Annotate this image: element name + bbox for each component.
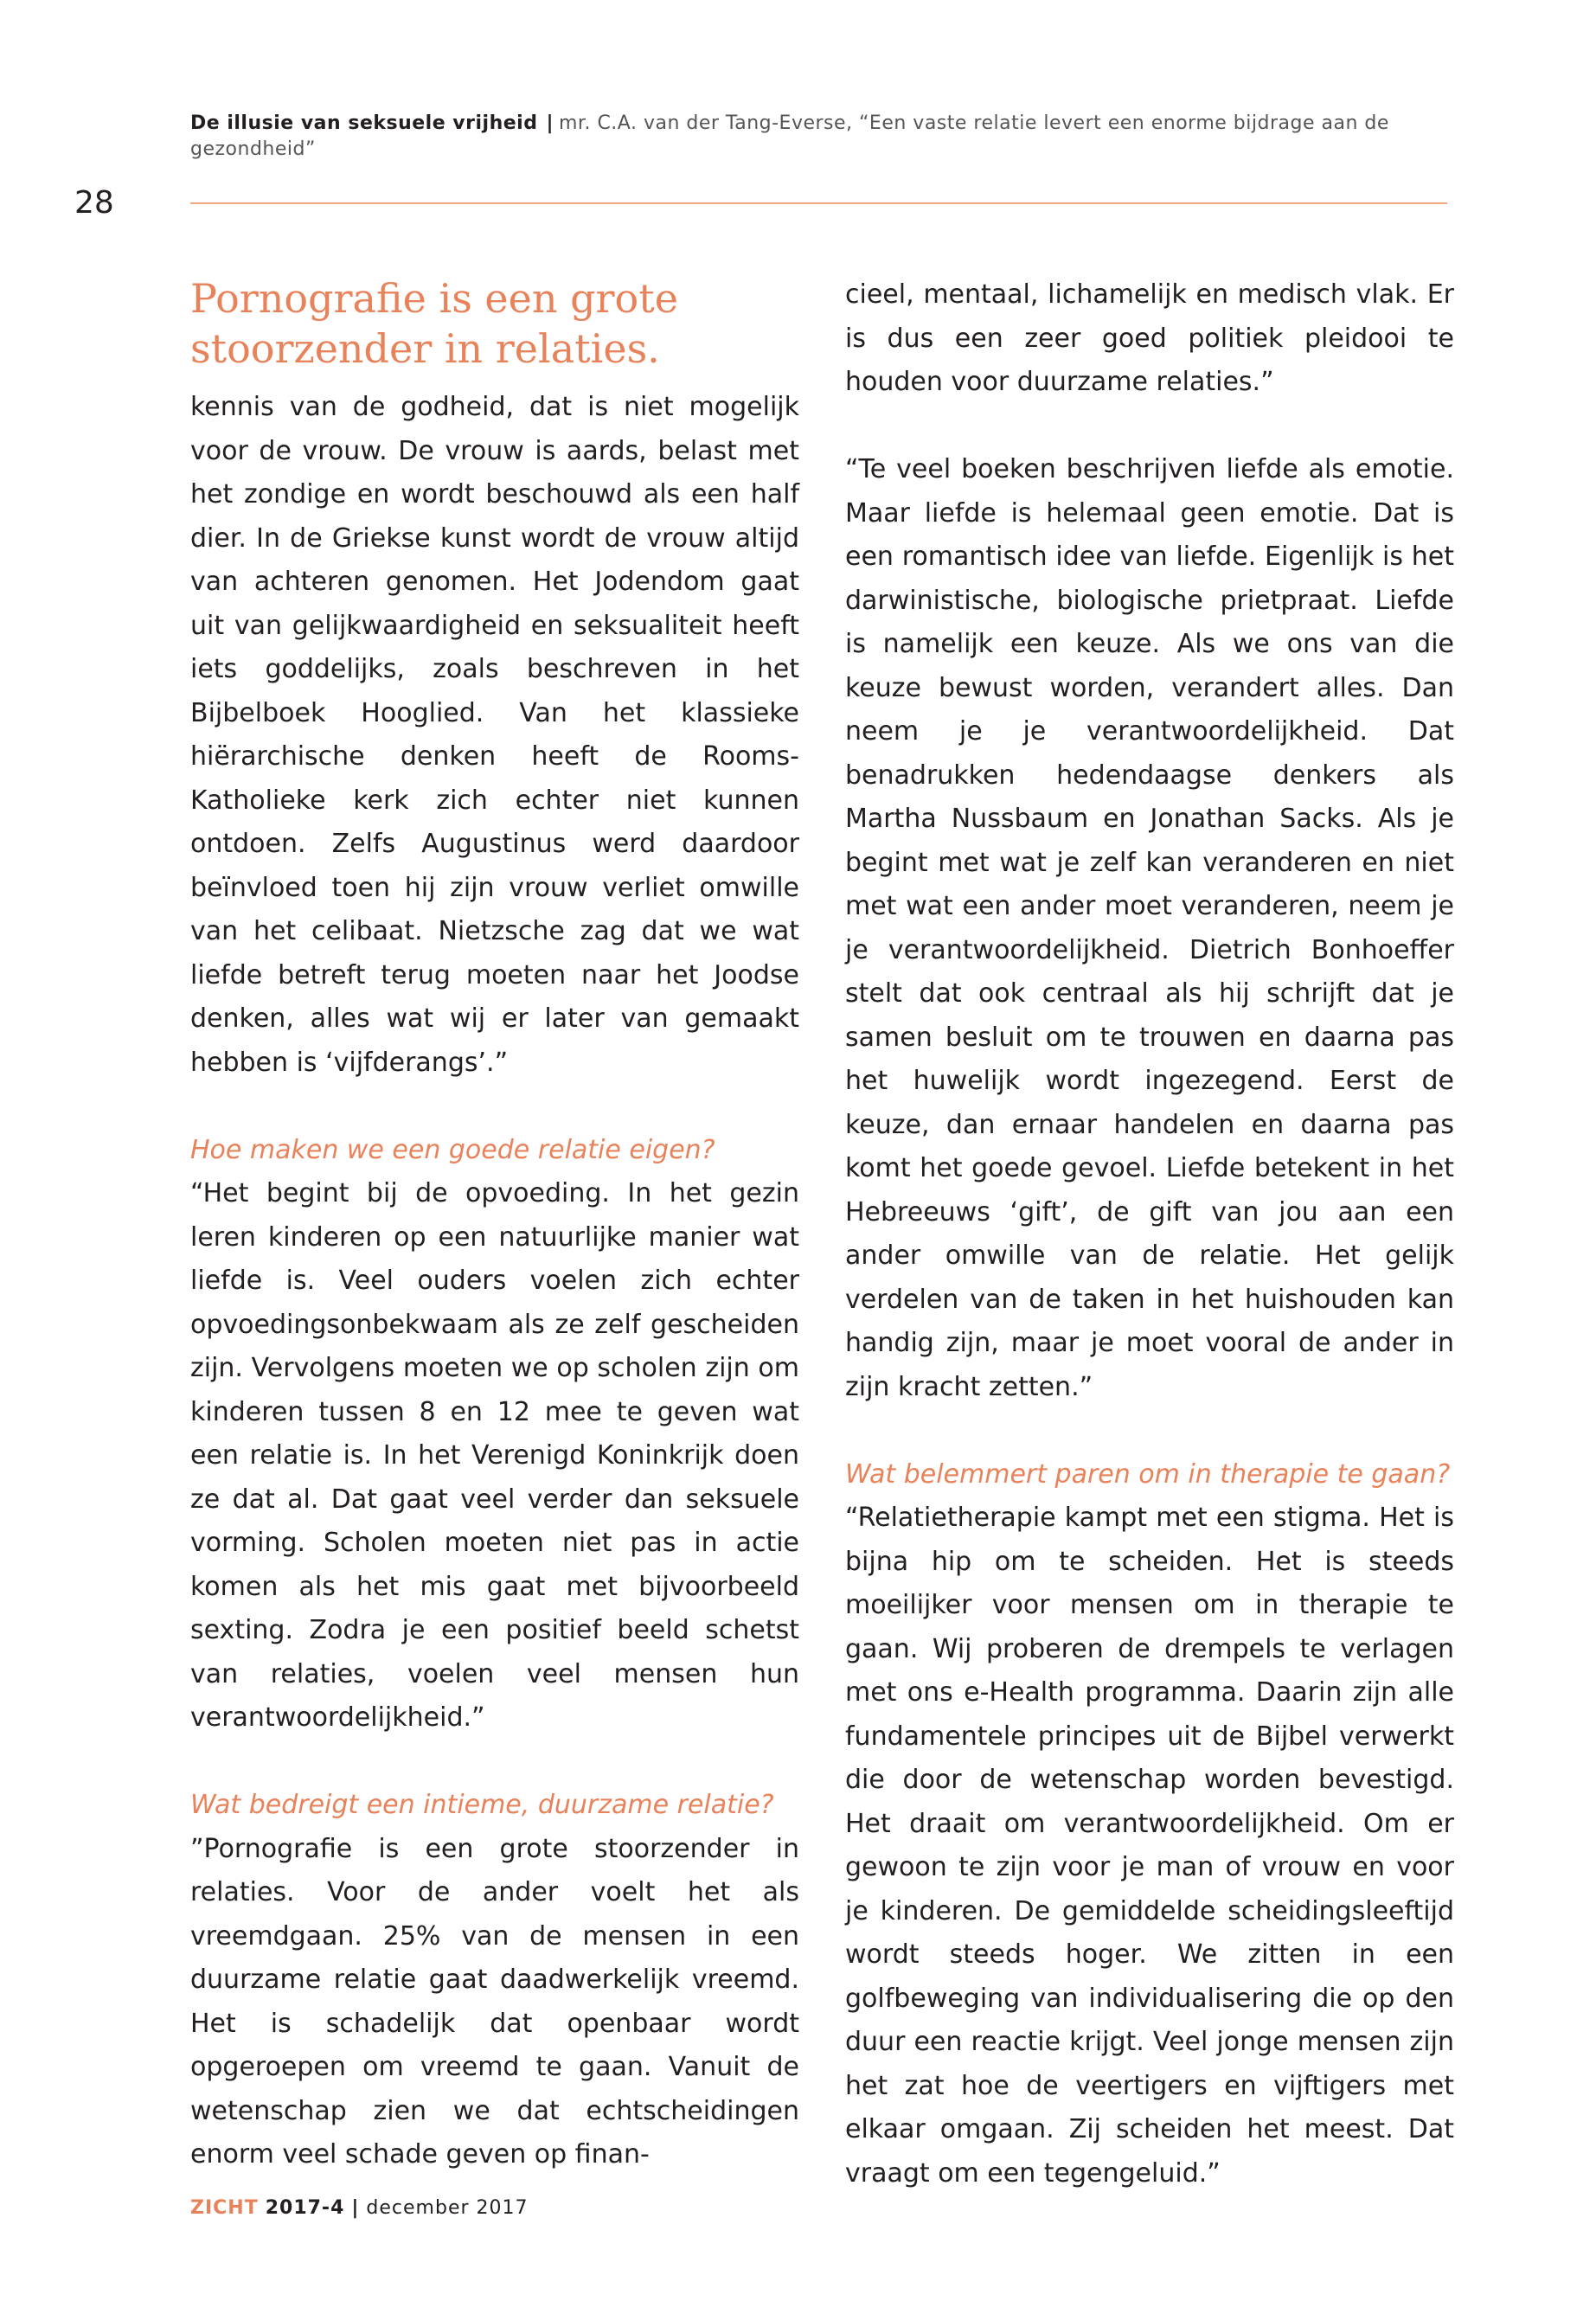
- article-description: mr. C.A. van der Tang-Everse, “Een vaste relatie levert een enorme bijdrage aan de gezondheid”: [190, 112, 1389, 160]
- running-header: [190, 111, 1453, 163]
- issue-date: december 2017: [366, 2197, 529, 2219]
- paragraph: “Relatietherapie kampt met een stigma. Het is bijna hip om te scheiden. Het is steeds moeilijker voor mensen om in therapie te gaan. Wij proberen de drempels te verlagen met ons e-Health programma. Daarin zijn alle fundamentele principes uit de Bijbel verwerkt die door de wetenschap worden bevestigd. Het draait om verantwoordelijkheid. Om er gewoon te zijn voor je man of vrouw en voor je kinderen. De gemiddelde scheidingsleeftijd wordt steeds hoger. We zitten in een golfbeweging van individualisering die op den duur een reactie krijgt. Veel jonge mensen zijn het zat hoe de veertigers en vijftigers met elkaar omgaan. Zij scheiden het meest. Dat vraagt om een tegengeluid.”: [845, 1503, 1454, 2189]
- issue-number: 2017-4: [265, 2197, 345, 2219]
- header-rule: [190, 202, 1447, 204]
- left-column: [190, 273, 799, 2177]
- interview-question: Wat bedreigt een intieme, duurzame relatie?: [190, 1790, 774, 1820]
- paragraph: ”Pornografie is een grote stoorzender in relaties. Voor de ander voelt het als vreemdgaan. 25% van de mensen in een duurzame relatie gaat daadwerkelijk vreemd. Het is schadelijk dat openbaar wordt opgeroepen om vreemd te gaan. Vanuit de wetenschap zien we dat echtscheidingen enorm veel schade geven op finan-: [190, 1833, 799, 2170]
- paragraph: “Het begint bij de opvoeding. In het gezin leren kinderen op een natuurlijke manier wat liefde is. Veel ouders voelen zich echter opvoedingsonbekwaam als ze zelf gescheiden zijn. Vervolgens moeten we op scholen zijn om kinderen tussen 8 en 12 mee te geven wat een relatie is. In het Verenigd Koninkrijk doen ze dat al. Dat gaat veel verder dan seksuele vorming. Scholen moeten niet pas in actie komen als het mis gaat met bijvoorbeeld sexting. Zodra je een positief beeld schetst van relaties, voelen veel mensen hun verantwoordelijkheid.”: [190, 1178, 799, 1733]
- page-number: 28: [74, 185, 114, 221]
- interview-question: Wat belemmert paren om in therapie te gaan?: [845, 1458, 1451, 1490]
- paragraph: kennis van de godheid, dat is niet mogelijk voor de vrouw. De vrouw is aards, belast met het zondige en wordt beschouwd als een half dier. In de Griekse kunst wordt de vrouw altijd van achteren genomen. Het Jodendom gaat uit van gelijkwaardigheid en seksualiteit heeft iets goddelijks, zoals beschreven in het Bijbelboek Hooglied. Van het klassieke hiërarchische denken heeft de Rooms-Katholieke kerk zich echter niet kunnen ontdoen. Zelfs Augustinus werd daardoor beïnvloed toen hij zijn vrouw verliet omwille van het celibaat. Nietzsche zag dat we wat liefde betreft terug moeten naar het Joodse denken, alles wat wij er later van gemaakt hebben is ‘vijfderangs’.”: [190, 392, 799, 1078]
- page-footer: [190, 2197, 529, 2219]
- footer-separator: |: [351, 2197, 360, 2219]
- magazine-name: ZICHT: [190, 2197, 259, 2219]
- header-separator: |: [546, 112, 554, 134]
- right-column: [845, 273, 1454, 2195]
- series-title: De illusie van seksuele vrijheid: [190, 112, 538, 134]
- paragraph: “Te veel boeken beschrijven liefde als emotie. Maar liefde is helemaal geen emotie. Dat is een romantisch idee van liefde. Eigenlijk is het darwinistische, biologische prietpraat. Liefde is namelijk een keuze. Als we ons van die keuze bewust worden, verandert alles. Dan neem je je verantwoordelijkheid. Dat benadrukken hedendaagse denkers als Martha Nussbaum en Jonathan Sacks. Als je begint met wat je zelf kan veranderen en niet met wat een ander moet veranderen, neem je je verantwoordelijkheid. Dietrich Bonhoeffer stelt dat ook centraal als hij schrijft dat je samen besluit om te trouwen en daarna pas het huwelijk wordt ingezegend. Eerst de keuze, dan ernaar handelen en daarna pas komt het goede gevoel. Liefde betekent in het Hebreeuws ‘gift’, de gift van jou aan een ander omwille van de relatie. Het gelijk verdelen van de taken in het huishouden kan handig zijn, maar je moet vooral de ander in zijn kracht zetten.”: [845, 454, 1454, 1402]
- pull-quote: Pornografie is een grote stoorzender in relaties.: [190, 275, 678, 372]
- paragraph: cieel, mentaal, lichamelijk en medisch vlak. Er is dus een zeer goed politiek pleidooi te houden voor duurzame relaties.”: [845, 279, 1454, 397]
- interview-question: Hoe maken we een goede relatie eigen?: [190, 1134, 715, 1165]
